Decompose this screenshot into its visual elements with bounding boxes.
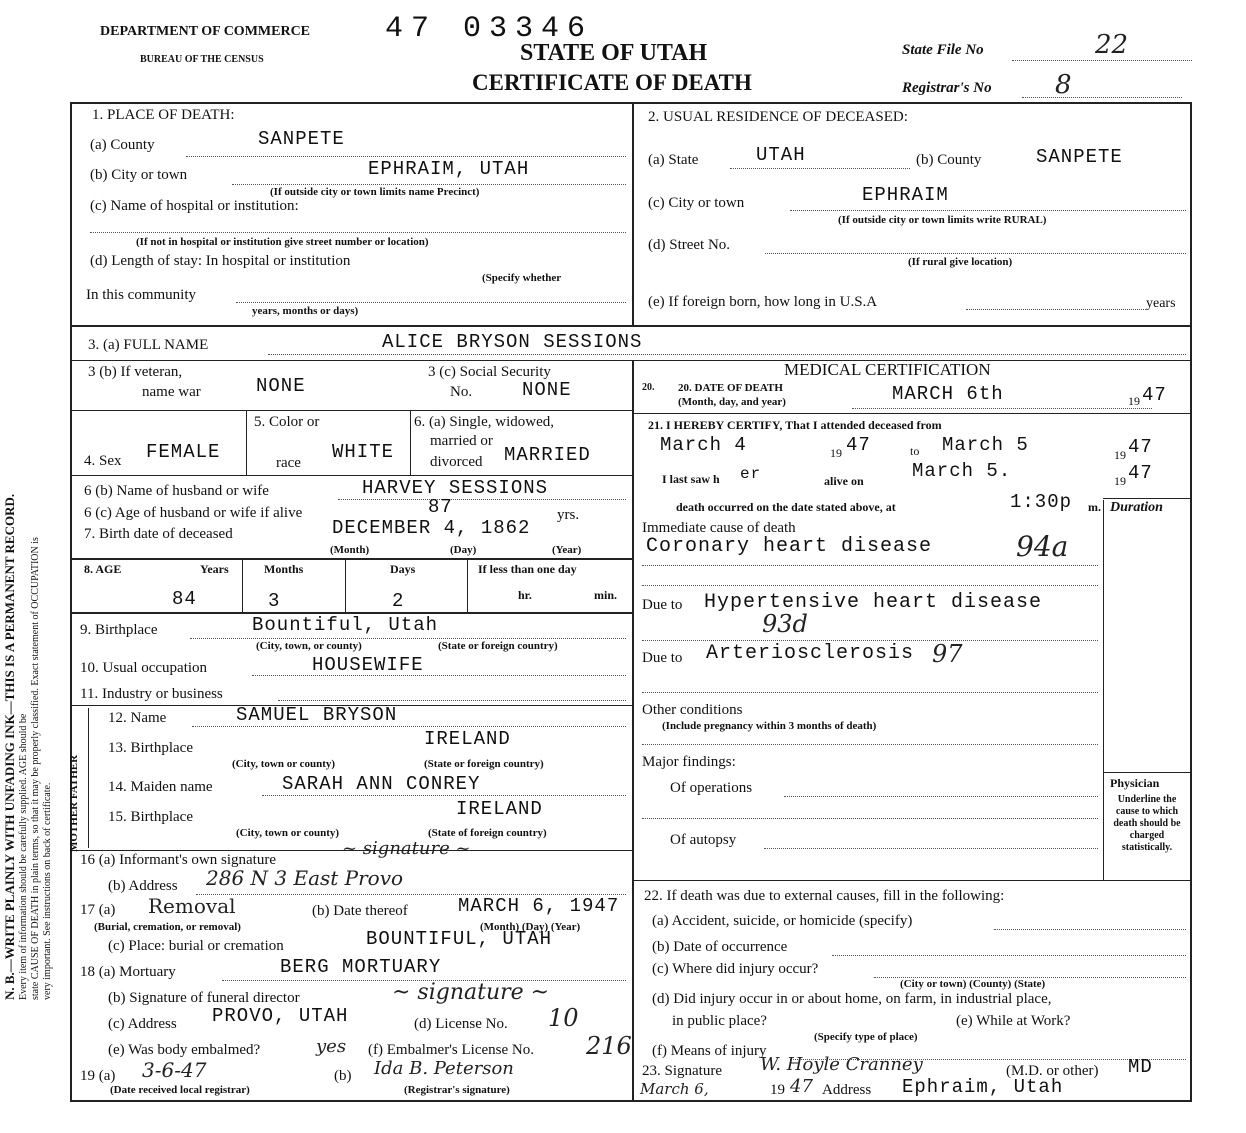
pod-county-label: (a) County	[90, 137, 155, 153]
immediate-cause-label: Immediate cause of death	[642, 520, 796, 536]
removal-date-note: (Month) (Day) (Year)	[480, 921, 581, 933]
mother-name-label: 14. Maiden name	[108, 779, 213, 795]
full-name-value: ALICE BRYSON SESSIONS	[382, 331, 643, 353]
father-note2: (State or foreign country)	[424, 758, 544, 770]
physician-title: Physician	[1110, 776, 1160, 790]
attended-to-year: 47	[1128, 436, 1153, 458]
marital-value: MARRIED	[504, 444, 591, 466]
industry-label: 11. Industry or business	[80, 686, 223, 702]
mortuary-address-label: (c) Address	[108, 1016, 177, 1032]
mother-birthplace-label: 15. Birthplace	[108, 809, 193, 825]
veteran-label: 3 (b) If veteran,	[88, 364, 183, 380]
physician-note: Underline the cause to which death should be charged statistically.	[1113, 794, 1181, 853]
res-foreign-unit: years	[1146, 296, 1176, 311]
pod-stay-label: (d) Length of stay: In hospital or institution	[90, 253, 351, 269]
operations-label: Of operations	[670, 780, 753, 796]
res-street-label: (d) Street No.	[648, 237, 731, 253]
sex-label: 4. Sex	[84, 453, 122, 469]
pod-community-note: years, months or days)	[252, 305, 359, 317]
mother-note: (City, town or county)	[236, 827, 340, 839]
color-label: 5. Color or	[254, 414, 320, 430]
age-months-label: Months	[264, 562, 304, 576]
res-state-value: UTAH	[756, 144, 806, 166]
birthplace-note2: (State or foreign country)	[438, 640, 558, 652]
age-days-label: Days	[390, 562, 416, 576]
license-label: (d) License No.	[414, 1016, 508, 1032]
side-note-1: N. B.—WRITE PLAINLY WITH UNFADING INK—THIS IS A PERMANENT RECORD.	[2, 493, 17, 1000]
removal-label: 17 (a)	[80, 902, 116, 918]
received-label: 19 (a)	[80, 1068, 116, 1084]
res-city-label: (c) City or town	[648, 195, 745, 211]
dod-label: 20. DATE OF DEATH	[678, 382, 783, 394]
birthplace-note: (City, town, or county)	[256, 640, 362, 652]
birth-date-value: DECEMBER 4, 1862	[332, 517, 531, 539]
medical-heading: MEDICAL CERTIFICATION	[784, 360, 991, 379]
certify-label: 21. I HEREBY CERTIFY, That I attended deceased from	[648, 418, 942, 432]
license-value: 10	[548, 1004, 579, 1032]
attended-to: March 5	[942, 434, 1029, 456]
father-birthplace-label: 13. Birthplace	[108, 740, 193, 756]
mortuary-value: BERG MORTUARY	[280, 956, 442, 978]
due-to-1-label: Due to	[642, 597, 683, 613]
pod-city-note: (If outside city or town limits name Precinct)	[270, 186, 480, 198]
removal-date-label: (b) Date thereof	[312, 903, 408, 919]
due-to-2-value: Arteriosclerosis	[706, 642, 915, 665]
residence-heading: 2. USUAL RESIDENCE OF DECEASED:	[648, 109, 908, 125]
birth-month-note: (Month)	[330, 544, 370, 556]
embalmer-label: (f) Embalmer's License No.	[368, 1042, 534, 1058]
removal-value: Removal	[148, 894, 236, 918]
pod-city-label: (b) City or town	[90, 167, 188, 183]
side-note-3: state CAUSE OF DEATH in plain terms, so that it may be properly classified. Exact statement of OCCUPATION is	[30, 537, 41, 1000]
father-name-label: 12. Name	[108, 710, 167, 726]
occupation-value: HOUSEWIFE	[312, 654, 424, 676]
certifier-address-label: Address	[822, 1082, 872, 1098]
dod-note: (Month, day, and year)	[678, 396, 786, 408]
sex-value: FEMALE	[146, 441, 221, 463]
removal-note: (Burial, cremation, or removal)	[94, 921, 241, 933]
dod-value: MARCH 6th	[892, 383, 1004, 405]
mother-name-value: SARAH ANN CONREY	[282, 773, 481, 795]
state-file-value: 22	[1095, 30, 1129, 60]
occupation-label: 10. Usual occupation	[80, 660, 208, 676]
age-label: 8. AGE	[84, 562, 122, 576]
birthplace-label: 9. Birthplace	[80, 622, 158, 638]
spouse-value: HARVEY SESSIONS	[362, 477, 549, 499]
major-findings-label: Major findings:	[642, 754, 736, 770]
spouse-age-label: 6 (c) Age of husband or wife if alive	[84, 505, 303, 521]
age-hr-label: hr.	[518, 588, 532, 602]
age-years-value: 84	[172, 588, 197, 610]
burial-place-value: BOUNTIFUL, UTAH	[366, 928, 553, 950]
pod-community-label: In this community	[86, 287, 196, 303]
color-value: WHITE	[332, 441, 395, 463]
bureau-label: BUREAU OF THE CENSUS	[140, 54, 264, 65]
certifier-sig-label: 23. Signature	[642, 1063, 722, 1079]
age-min-label: min.	[594, 588, 618, 602]
immediate-cause-value: Coronary heart disease	[646, 535, 933, 558]
marital-label: 6. (a) Single, widowed,	[414, 414, 554, 430]
res-foreign-label: (e) If foreign born, how long in U.S.A	[648, 294, 878, 310]
burial-place-label: (c) Place: burial or cremation	[108, 938, 284, 954]
due-to-2-code: 97	[932, 640, 963, 668]
serial-number: 47 03346	[385, 12, 594, 46]
due-to-2-label: Due to	[642, 650, 683, 666]
lastsaw-year: 47	[1128, 462, 1153, 484]
informant-signature: ~ signature ~	[342, 838, 471, 859]
where-note: (City or town) (County) (State)	[900, 978, 1046, 990]
ssn-label: 3 (c) Social Security	[428, 364, 551, 380]
side-note-2: Every item of information should be carefully supplied. AGE should be	[18, 713, 29, 1000]
removal-date-value: MARCH 6, 1947	[458, 895, 620, 917]
certifier-signature: W. Hoyle Cranney	[760, 1054, 923, 1075]
certifier-year: 47	[790, 1076, 813, 1097]
other-conditions-note: (Include pregnancy within 3 months of death)	[662, 720, 877, 732]
pod-hospital-label: (c) Name of hospital or institution:	[90, 198, 299, 214]
birth-date-label: 7. Birth date of deceased	[84, 526, 233, 542]
death-time: 1:30p	[1010, 491, 1073, 513]
res-state-label: (a) State	[648, 152, 699, 168]
due-to-1-code: 93d	[762, 610, 808, 638]
alive-label: alive on	[824, 474, 864, 488]
age-months-value: 3	[268, 590, 281, 612]
while-at-work-label: (e) While at Work?	[956, 1013, 1071, 1029]
mother-father-label: MOTHER FATHER	[68, 754, 80, 852]
state-file-label: State File No	[902, 42, 984, 58]
duration-label: Duration	[1110, 500, 1163, 515]
pod-city-value: EPHRAIM, UTAH	[368, 158, 530, 180]
md-label: (M.D. or other)	[1006, 1063, 1099, 1079]
mortuary-address-value: PROVO, UTAH	[212, 1005, 349, 1027]
registrar-no-label: Registrar's No	[902, 80, 992, 96]
res-county-label: (b) County	[916, 152, 982, 168]
ssn-value: NONE	[522, 379, 572, 401]
pod-stay-specify: (Specify whether	[482, 272, 562, 284]
spouse-age-value: 87	[428, 496, 453, 518]
embalmed-value: yes	[316, 1036, 347, 1057]
res-street-note: (If rural give location)	[908, 256, 1013, 268]
dept-label: DEPARTMENT OF COMMERCE	[100, 24, 311, 39]
ssn-label2: No.	[450, 384, 473, 400]
md-value: MD	[1128, 1056, 1153, 1078]
birth-day-note: (Day)	[450, 544, 477, 556]
res-county-value: SANPETE	[1036, 146, 1123, 168]
registrar-no-value: 8	[1055, 70, 1072, 100]
autopsy-label: Of autopsy	[670, 832, 737, 848]
mortuary-label: 18 (a) Mortuary	[80, 964, 176, 980]
external-causes-label: 22. If death was due to external causes, fill in the following:	[644, 888, 1005, 904]
lastsaw-fill: er	[740, 465, 762, 483]
res-city-note: (If outside city or town limits write RURAL)	[838, 214, 1047, 226]
attended-from-year: 47	[846, 434, 871, 456]
pod-county-value: SANPETE	[258, 128, 345, 150]
death-time-suffix: m.	[1088, 500, 1101, 514]
where-label: (c) Where did injury occur?	[652, 961, 819, 977]
informant-sig-label: 16 (a) Informant's own signature	[80, 852, 276, 868]
color-label2: race	[276, 455, 301, 471]
father-note: (City, town or county)	[232, 758, 336, 770]
lastsaw-date: March 5.	[912, 460, 1012, 482]
spouse-age-unit: yrs.	[557, 507, 580, 523]
birth-year-note: (Year)	[552, 544, 582, 556]
public-place-label: in public place?	[672, 1013, 767, 1029]
received-note: (Date received local registrar)	[110, 1084, 250, 1096]
age-years-label: Years	[200, 562, 229, 576]
registrar-signature: Ida B. Peterson	[374, 1058, 514, 1079]
mother-note2: (State of foreign country)	[428, 827, 547, 839]
marital-label2: married or	[430, 433, 493, 449]
veteran-label2: name war	[142, 384, 201, 400]
certifier-year-label: 19	[770, 1082, 785, 1098]
place-of-death-heading: 1. PLACE OF DEATH:	[92, 107, 235, 123]
other-conditions-label: Other conditions	[642, 702, 743, 718]
occurred-label: death occurred on the date stated above, at	[676, 500, 896, 514]
director-label: (b) Signature of funeral director	[108, 990, 300, 1006]
pod-hospital-note: (If not in hospital or institution give street number or location)	[136, 236, 429, 248]
immediate-cause-code: 94a	[1016, 530, 1069, 563]
dod-year: 47	[1142, 384, 1167, 406]
home-label: (d) Did injury occur in or about home, on farm, in industrial place,	[652, 991, 1052, 1007]
means-label: (f) Means of injury	[652, 1043, 767, 1059]
certifier-date: March 6,	[640, 1080, 709, 1098]
mother-birthplace-value: IRELAND	[456, 798, 543, 820]
attended-to-label: to	[910, 444, 920, 458]
spouse-label: 6 (b) Name of husband or wife	[84, 483, 269, 499]
lastsaw-label: I last saw h	[662, 472, 720, 486]
due-to-1-value: Hypertensive heart disease	[704, 591, 1043, 614]
accident-label: (a) Accident, suicide, or homicide (specify)	[652, 913, 913, 929]
certifier-address-value: Ephraim, Utah	[902, 1076, 1064, 1098]
informant-address-value: 286 N 3 East Provo	[206, 866, 404, 890]
age-days-value: 2	[392, 590, 405, 612]
side-note-4: very important. See instructions on back of certificate.	[42, 782, 53, 1000]
embalmed-label: (e) Was body embalmed?	[108, 1042, 261, 1058]
veteran-value: NONE	[256, 375, 306, 397]
res-city-value: EPHRAIM	[862, 184, 949, 206]
received-value: 3-6-47	[142, 1058, 207, 1082]
director-signature: ~ signature ~	[392, 980, 550, 1005]
father-name-value: SAMUEL BRYSON	[236, 704, 398, 726]
full-name-label: 3. (a) FULL NAME	[88, 337, 209, 353]
father-birthplace-value: IRELAND	[424, 728, 511, 750]
age-lessday-label: If less than one day	[478, 562, 577, 576]
certificate-title: CERTIFICATE OF DEATH	[472, 70, 752, 95]
occurrence-label: (b) Date of occurrence	[652, 939, 788, 955]
registrar-note: (Registrar's signature)	[404, 1084, 510, 1096]
registrar-sig-label: (b)	[334, 1068, 352, 1084]
type-of-place-note: (Specify type of place)	[814, 1031, 918, 1043]
attended-from: March 4	[660, 434, 747, 456]
informant-address-label: (b) Address	[108, 878, 178, 894]
birthplace-value: Bountiful, Utah	[252, 614, 439, 636]
state-title: STATE OF UTAH	[520, 40, 708, 66]
marital-label3: divorced	[430, 454, 483, 470]
embalmer-value: 216	[586, 1032, 632, 1060]
